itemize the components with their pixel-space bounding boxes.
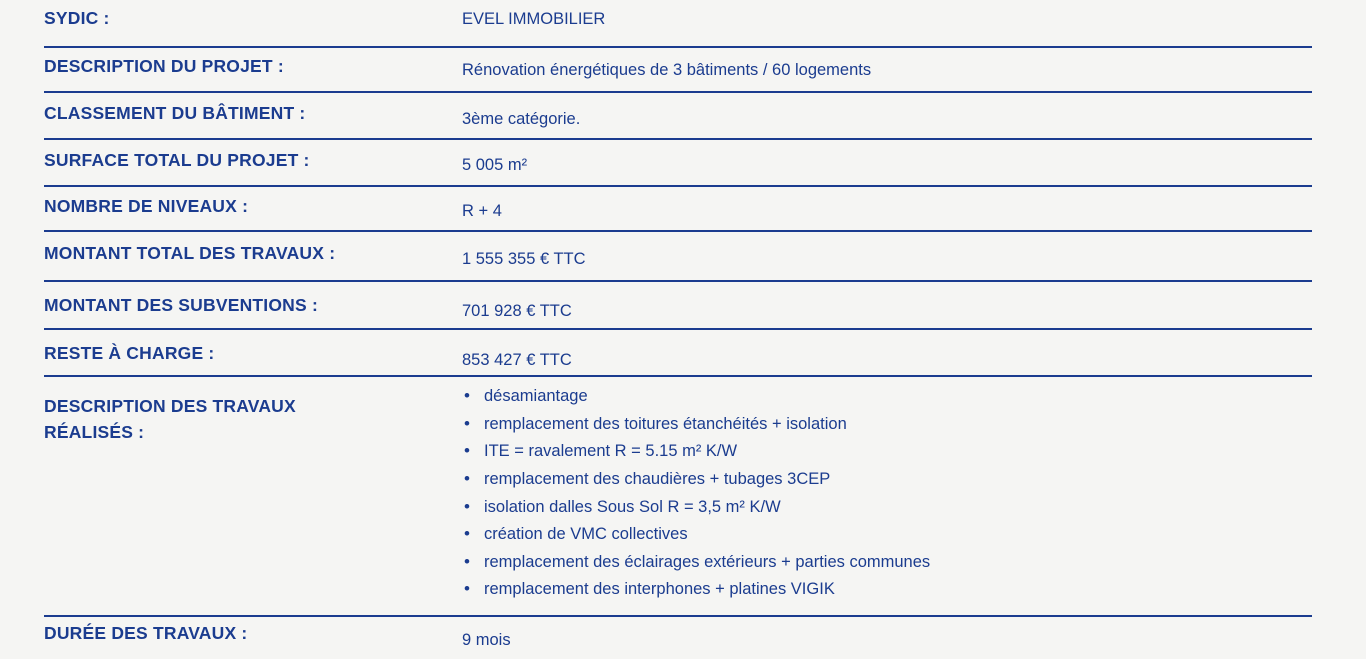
row-value-duree-travaux: 9 mois <box>462 631 511 649</box>
list-item: • création de VMC collectives <box>462 524 1312 545</box>
list-item: • désamiantage <box>462 386 1312 407</box>
row-label-duree-travaux: DURÉE DES TRAVAUX : <box>44 623 248 643</box>
row-value-description-projet: Rénovation énergétiques de 3 bâtiments / 60 logements <box>462 61 872 79</box>
row-label-description-travaux-line1: DESCRIPTION DES TRAVAUX <box>44 396 296 416</box>
row-value-classement-batiment: 3ème catégorie. <box>462 110 581 128</box>
list-item: • remplacement des éclairages extérieurs + parties communes <box>462 552 1312 573</box>
row-label-description-travaux <box>44 377 462 454</box>
table-row <box>44 48 1312 93</box>
list-item: • isolation dalles Sous Sol R = 3,5 m² K/W <box>462 497 1312 518</box>
row-label-description-travaux-line2: RÉALISÉS : <box>44 422 145 443</box>
table-row <box>44 0 1312 48</box>
list-item: • remplacement des chaudières + tubages 3CEP <box>462 469 1312 490</box>
list-item: • remplacement des interphones + platines VIGIK <box>462 579 1312 600</box>
row-label-surface-total: SURFACE TOTAL DU PROJET : <box>44 150 310 170</box>
row-value-syndic: EVEL IMMOBILIER <box>462 10 606 28</box>
row-value-montant-total-travaux: 1 555 355 € TTC <box>462 250 586 268</box>
table-row <box>44 377 1312 617</box>
row-value-montant-subventions: 701 928 € TTC <box>462 302 572 320</box>
table-row <box>44 282 1312 330</box>
row-value-nombre-niveaux: R + 4 <box>462 202 502 220</box>
row-label-montant-total-travaux: MONTANT TOTAL DES TRAVAUX : <box>44 243 336 263</box>
table-row <box>44 140 1312 187</box>
list-item: • remplacement des toitures étanchéités + isolation <box>462 414 1312 435</box>
row-label-classement-batiment: CLASSEMENT DU BÂTIMENT : <box>44 103 306 123</box>
table-row <box>44 93 1312 140</box>
row-label-syndic: SYDIC : <box>44 8 110 28</box>
row-value-reste-a-charge: 853 427 € TTC <box>462 351 572 369</box>
row-label-montant-subventions: MONTANT DES SUBVENTIONS : <box>44 295 318 315</box>
row-value-description-travaux <box>462 377 1312 615</box>
row-label-reste-a-charge: RESTE À CHARGE : <box>44 343 215 363</box>
row-label-nombre-niveaux: NOMBRE DE NIVEAUX : <box>44 196 249 216</box>
table-row <box>44 617 1312 659</box>
list-item: • ITE = ravalement R = 5.15 m² K/W <box>462 441 1312 462</box>
table-row <box>44 330 1312 377</box>
project-details-table <box>44 0 1312 659</box>
row-label-description-projet: DESCRIPTION DU PROJET : <box>44 56 284 76</box>
row-value-surface-total: 5 005 m² <box>462 156 528 174</box>
works-list <box>462 386 1312 600</box>
table-row <box>44 187 1312 232</box>
table-row <box>44 232 1312 282</box>
